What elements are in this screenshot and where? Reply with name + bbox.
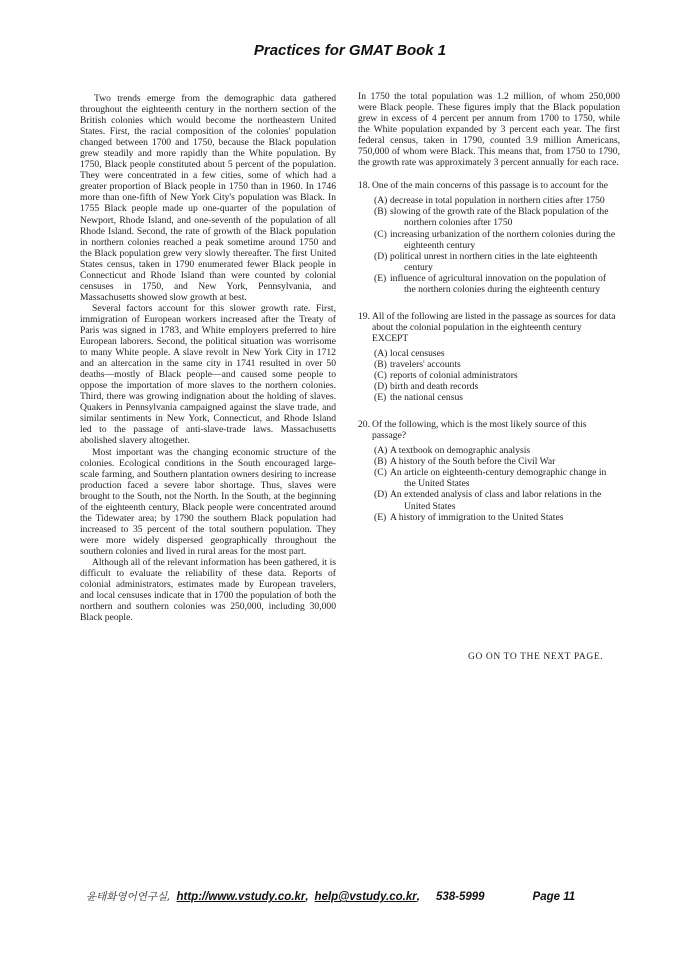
answer-option-e[interactable] <box>374 392 620 403</box>
option-text: slowing of the growth rate of the Black population of the northern colonies after 1750 <box>390 206 609 229</box>
page-number: Page 11 <box>532 891 576 903</box>
next-page-notice: GO ON TO THE NEXT PAGE. <box>468 652 604 662</box>
option-letter: (D) <box>374 381 388 393</box>
option-text: birth and death records <box>390 381 479 393</box>
passage-paragraph-3: Most important was the changing economic structure of the colonies. Ecological conditions in the South encouraged large-scale farming, and Southern plantation owners desiring to increase production faced a severe labor shortage. Thus, slaves were brought to the South, not the North. In the South, at the beginning of the eighteenth century, Black people were concentrated around the Tidewater area; by 1790 the southern Black population had increased to 35 percent of the total southern population. They were more widely dispersed geographically throughout the southern colonies and lived in rural areas for the most part. <box>80 446 336 557</box>
publisher-name: 윤태화영어연구실, <box>86 891 171 903</box>
option-text: influence of agricultural innovation on the population of the northern colonies during the eighteenth century <box>390 272 607 295</box>
answer-option-e[interactable] <box>374 512 620 523</box>
option-text: decrease in total population in northern cities after 1750 <box>390 195 605 207</box>
answer-option-d[interactable] <box>374 251 620 273</box>
option-text: A textbook on demographic analysis <box>390 445 531 457</box>
option-letter: (C) <box>374 370 387 382</box>
option-text: the national census <box>390 392 463 404</box>
option-letter: (B) <box>374 456 387 468</box>
passage-continuation: In 1750 the total population was 1.2 million, of whom 250,000 were Black people. These figures imply that the Black population grew in excess of 4 percent per annum from 1700 to 1750, while the White population expanded by 3 percent each year. The first federal census, taken in 1790, counted 3.9 million Americans, 750,000 of whom were Black. This means that, from 1750 to 1790, the growth rate was approximately 3 percent annually for each race. <box>358 91 620 169</box>
option-text: local censuses <box>390 347 445 359</box>
option-letter: (B) <box>374 358 387 370</box>
question-number: 19. <box>358 310 370 322</box>
separator: , <box>416 891 420 903</box>
question-18 <box>358 180 620 294</box>
answer-option-a[interactable] <box>374 445 620 456</box>
option-letter: (C) <box>374 467 387 479</box>
answer-option-c[interactable] <box>374 467 620 489</box>
answer-option-b[interactable] <box>374 456 620 467</box>
page-footer <box>86 889 616 904</box>
page-header-title: Practices for GMAT Book 1 <box>253 42 447 59</box>
question-20 <box>358 419 620 522</box>
passage-paragraph-2: Several factors account for this slower growth rate. First, immigration of European workers increased after the Treaty of Paris was signed in 1783, and White employers preferred to hire European laborers. Second, the political situation was worrisome to many White people. A slave revolt in New York City in 1712 and an altercation in the same city in 1741 resulted in over 50 deaths—mostly of Black people—and caused some people to oppose the importation of more slaves to the northern colonies. Third, there was growing indignation about the holding of slaves. Quakers in Pennsylvania campaigned against the slave trade, and similar sentiments in New York, Connecticut, and Rhode Island led to the passage of anti-slave-trade laws. Massachusetts abolished slavery altogether. <box>80 302 336 447</box>
option-text: An article on eighteenth-century demographic change in the United States <box>390 467 607 490</box>
option-letter: (A) <box>374 195 388 207</box>
answer-option-b[interactable] <box>374 206 620 228</box>
option-text: An extended analysis of class and labor relations in the United States <box>390 489 602 512</box>
question-stem: One of the main concerns of this passage is to account for the <box>372 180 609 192</box>
option-text: political unrest in northern cities in the late eighteenth century <box>390 250 598 273</box>
option-letter: (D) <box>374 489 388 501</box>
passage-column <box>80 93 336 623</box>
passage-paragraph-4: Although all of the relevant information has been gathered, it is difficult to evaluate the reliability of these data. Reports of colonial administrators, estimates made by European travelers, and local censuses indicate that in 1700 the population of both the northern and southern colonies was 250,000, including 30,000 Black people. <box>80 556 336 624</box>
option-letter: (B) <box>374 206 387 218</box>
answer-option-d[interactable] <box>374 381 620 392</box>
answer-option-a[interactable] <box>374 348 620 359</box>
website-link[interactable]: http://www.vstudy.co.kr <box>176 891 306 903</box>
option-text: A history of the South before the Civil War <box>390 456 556 468</box>
option-text: increasing urbanization of the northern colonies during the eighteenth century <box>390 228 616 251</box>
separator: , <box>305 891 309 903</box>
question-number: 18. <box>358 180 370 192</box>
option-letter: (E) <box>374 392 387 404</box>
email-link[interactable]: help@vstudy.co.kr <box>314 891 417 903</box>
option-letter: (E) <box>374 272 387 284</box>
answer-option-a[interactable] <box>374 195 620 206</box>
questions-column <box>358 91 620 523</box>
question-stem: Of the following, which is the most likely source of this passage? <box>372 419 587 442</box>
option-letter: (C) <box>374 228 387 240</box>
option-text: travelers' accounts <box>390 358 461 370</box>
option-text: reports of colonial administrators <box>390 370 518 382</box>
option-letter: (A) <box>374 347 388 359</box>
option-letter: (E) <box>374 511 387 523</box>
passage-paragraph-1: Two trends emerge from the demographic data gathered throughout the eighteenth century in the northern section of the British colonies which would become the northeastern United States. First, the racial composition of the colonies' population changed between 1700 and 1750, because the Black population grew steadily and more rapidly than the White population. By 1750, Black people constituted about 5 percent of the population. They were concentrated in a few cities, some of which had a greater proportion of Black people in 1750 than in 1960. In 1746 more than one-fifth of New York City's population was Black. In 1755 Black people made up one-quarter of the population of Newport, Rhode Island, and one-seventh of the population of all Rhode Island. Second, the rate of growth of the Black population in northern colonies reached a peak sometime around 1750 and the Black population grew very slowly thereafter. The first United States census, taken in 1790 enumerated fewer Black people in Connecticut and Rhode Island than were counted by colonial censuses in 1750, and New York, Pennsylvania, and Massachusetts showed slow growth at best. <box>80 93 336 303</box>
question-19 <box>358 311 620 403</box>
answer-option-d[interactable] <box>374 489 620 511</box>
option-letter: (D) <box>374 250 388 262</box>
question-stem: All of the following are listed in the passage as sources for data about the colonial population in the eighteenth century EXCEPT <box>372 310 616 344</box>
answer-option-c[interactable] <box>374 229 620 251</box>
answer-option-b[interactable] <box>374 359 620 370</box>
phone-number: 538-5999 <box>435 891 485 903</box>
question-number: 20. <box>358 419 370 431</box>
option-text: A history of immigration to the United States <box>390 511 564 523</box>
answer-option-e[interactable] <box>374 273 620 295</box>
option-letter: (A) <box>374 445 388 457</box>
answer-option-c[interactable] <box>374 370 620 381</box>
